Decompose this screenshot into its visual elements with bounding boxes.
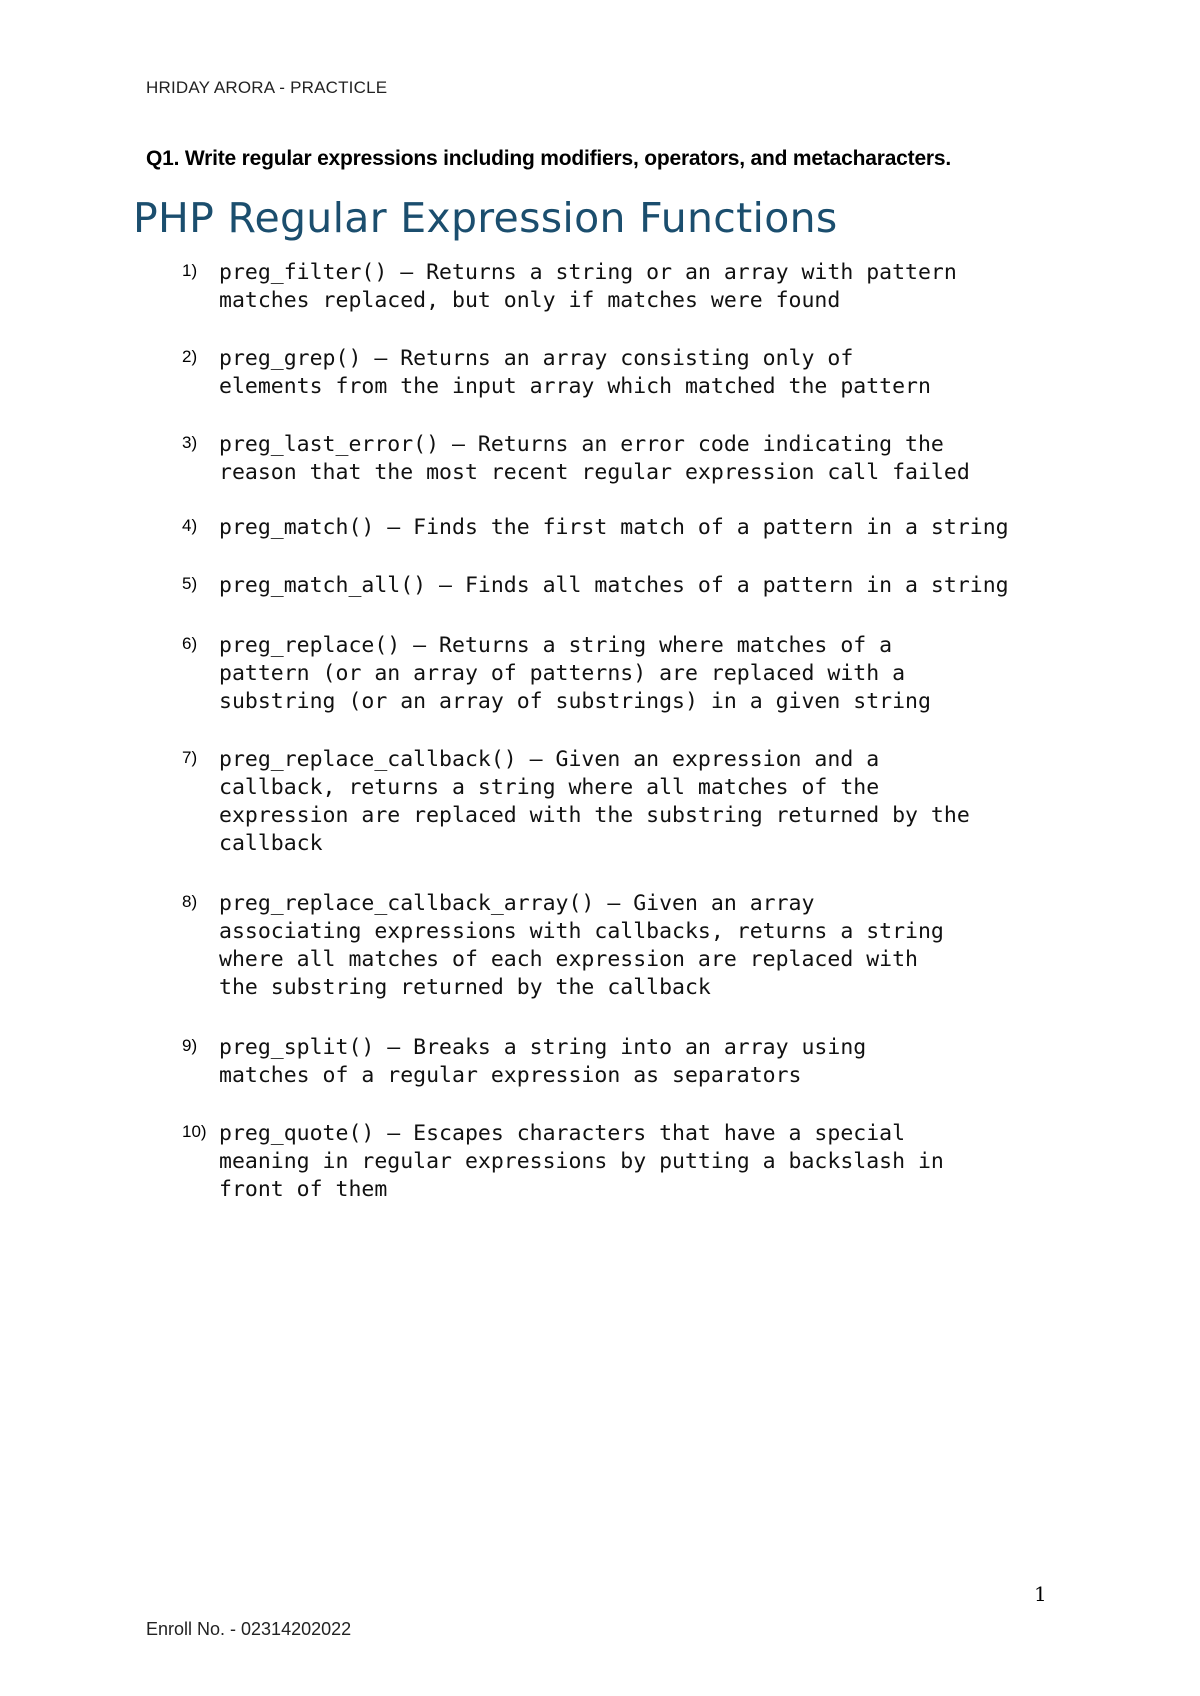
item-number: 7) xyxy=(182,748,198,767)
page-footer: Enroll No. - 02314202022 xyxy=(146,1619,352,1639)
section-heading: PHP Regular Expression Functions xyxy=(133,194,838,242)
question-text: Q1. Write regular expressions including modifiers, operators, and metacharacters. xyxy=(146,147,952,170)
item-text: preg_filter() — Returns a string or an array with pattern matches replaced, but only if matches were found xyxy=(219,260,957,313)
item-text: preg_split() — Breaks a string into an array using matches of a regular expression as separators xyxy=(219,1035,867,1088)
item-number: 9) xyxy=(182,1036,198,1055)
item-number: 3) xyxy=(182,433,198,452)
item-text: preg_replace() — Returns a string where matches of a pattern (or an array of patterns) are replaced with a substring (or an array of substrings) in a given string xyxy=(219,633,931,714)
item-text: preg_replace_callback() — Given an expression and a callback, returns a string where all matches of the expression are replaced with the substring returned by the callback xyxy=(219,747,970,856)
item-number: 5) xyxy=(182,574,198,593)
item-text: preg_grep() — Returns an array consisting only of elements from the input array which matched the pattern xyxy=(219,346,931,399)
page-header: HRIDAY ARORA - PRACTICLE xyxy=(146,78,388,97)
item-text: preg_quote() — Escapes characters that have a special meaning in regular expressions by putting a backslash in front of them xyxy=(219,1121,944,1202)
item-text: preg_match() — Finds the first match of a pattern in a string xyxy=(219,515,1009,540)
item-number: 6) xyxy=(182,634,198,653)
item-number: 2) xyxy=(182,347,198,366)
item-number: 4) xyxy=(182,516,198,535)
item-text: preg_last_error() — Returns an error code indicating the reason that the most recent regular expression call failed xyxy=(219,432,970,485)
item-number: 8) xyxy=(182,892,198,911)
item-text: preg_replace_callback_array() — Given an array associating expressions with callbacks, returns a string where all matches of each expression are replaced with the substring returned by the callback xyxy=(219,891,944,1000)
item-number: 1) xyxy=(182,261,198,280)
page-number: 1 xyxy=(1034,1582,1047,1606)
item-text: preg_match_all() — Finds all matches of a pattern in a string xyxy=(219,573,1009,598)
item-number: 10) xyxy=(182,1122,207,1141)
